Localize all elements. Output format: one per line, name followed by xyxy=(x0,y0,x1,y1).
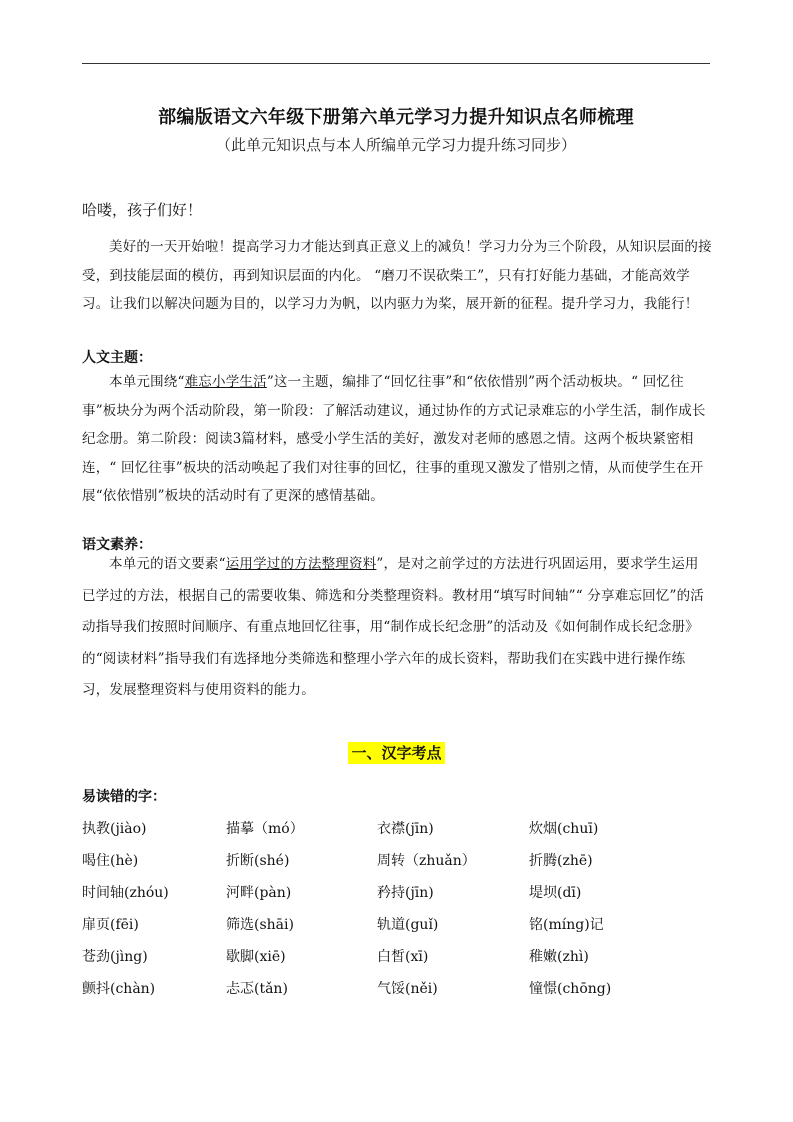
word-row xyxy=(82,850,722,882)
section-title-text: 一、汉字考点 xyxy=(348,742,444,764)
page-title: 部编版语文六年级下册第六单元学习力提升知识点名师梳理 xyxy=(158,107,634,128)
humanities-text-before: 本单元围绕“ xyxy=(109,374,185,390)
literacy-element: 运用学过的方法整理资料 xyxy=(225,556,377,572)
word-row xyxy=(82,914,722,946)
humanities-theme: 难忘小学生活 xyxy=(184,374,267,390)
word-item: 矜持(jīn) xyxy=(377,885,434,901)
section-title xyxy=(0,742,793,763)
word-row xyxy=(82,818,722,850)
greeting: 哈喽，孩子们好！ xyxy=(82,201,203,219)
word-item: 衣襟(jīn) xyxy=(377,821,434,837)
header-rule xyxy=(82,63,710,64)
word-item: 歇脚(xiē) xyxy=(226,949,286,965)
word-item: 轨道(guǐ) xyxy=(377,917,439,933)
word-item: 折腾(zhē) xyxy=(529,853,593,869)
word-item: 折断(shé) xyxy=(226,853,290,869)
literacy-heading: 语文素养： xyxy=(82,537,152,553)
word-row xyxy=(82,946,722,978)
literacy-paragraph xyxy=(82,549,712,707)
word-item: 时间轴(zhóu) xyxy=(82,885,169,901)
word-item: 稚嫩(zhì) xyxy=(529,949,589,965)
word-item: 憧憬(chōng) xyxy=(529,981,612,997)
humanities-text-after: ”这一主题，编排了“回忆往事”和“依依惜别”两个活动板块。“ 回忆往事”板块分为两个活动阶段，第一阶段：了解活动建议，通过协作的方式记录难忘的小学生活，制作成长纪念册。第二阶段：阅读3篇材料，感受小学生活的美好，激发对老师的感恩之情。这两个板块紧密相连，“ 回忆往事”板块的活动唤起了我们对往事的回忆，往事的重现又激发了惜别之情，从而使学生在开展“依依惜别”板块的活动时有了更深的感情基础。 xyxy=(82,374,706,504)
literacy-text-before: 本单元的语文要素“ xyxy=(109,556,226,572)
word-row xyxy=(82,882,722,914)
word-item: 筛选(shāi) xyxy=(226,917,294,933)
word-item: 描摹（mó） xyxy=(226,821,304,837)
word-item: 忐忑(tǎn) xyxy=(226,981,288,997)
word-row xyxy=(82,978,722,1010)
word-item: 颤抖(chàn) xyxy=(82,981,156,997)
word-item: 苍劲(jìng) xyxy=(82,949,148,965)
words-heading: 易读错的字： xyxy=(82,789,166,805)
word-item: 气馁(něi) xyxy=(377,981,438,997)
word-item: 炊烟(chuī) xyxy=(529,821,599,837)
word-item: 扉页(fēi) xyxy=(82,917,139,933)
word-table xyxy=(82,818,722,1010)
page-subtitle: （此单元知识点与本人所编单元学习力提升练习同步） xyxy=(215,136,576,154)
intro-paragraph: 美好的一天开始啦！提高学习力才能达到真正意义上的减负！学习力分为三个阶段，从知识层面的接受，到技能层面的模仿，再到知识层面的内化。 “磨刀不误砍柴工”，只有打好能力基础，才能高效学习。让我们以解决问题为目的，以学习力为帆，以内驱力为桨，展开新的征程。提升学习力，我能行！ xyxy=(82,239,712,312)
humanities-heading: 人文主题： xyxy=(82,350,152,366)
literacy-text-after: ”，是对之前学过的方法进行巩固运用，要求学生运用已学过的方法，根据自己的需要收集、筛选和分类整理资料。教材用“填写时间轴”“ 分享难忘回忆”的活动指导我们按照时间顺序、有重点地回忆往事，用“制作成长纪念册”的活动及《如何制作成长纪念册》的“阅读材料”指导我们有选择地分类筛选和整理小学六年的成长资料，帮助我们在实践中进行操作练习，发展整理资料与使用资料的能力。 xyxy=(82,556,704,698)
word-item: 铭(míng)记 xyxy=(529,917,604,933)
word-item: 周转（zhuǎn） xyxy=(377,853,476,869)
word-item: 喝住(hè) xyxy=(82,853,139,869)
word-item: 执教(jiào) xyxy=(82,821,147,837)
word-item: 白皙(xī) xyxy=(377,949,429,965)
word-item: 河畔(pàn) xyxy=(226,885,292,901)
word-item: 堤坝(dī) xyxy=(529,885,582,901)
humanities-paragraph xyxy=(82,368,712,511)
